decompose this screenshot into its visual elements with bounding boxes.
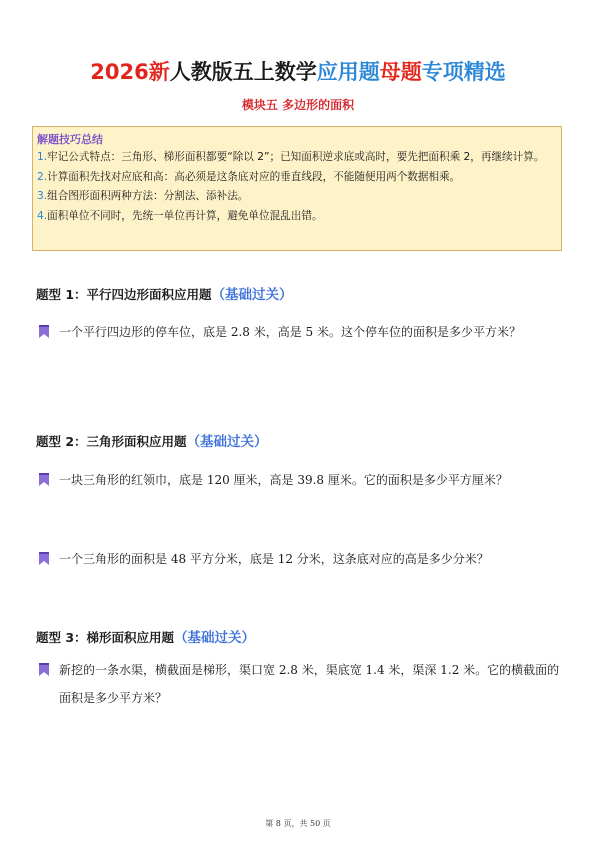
bookmark-icon	[38, 663, 50, 676]
title-topic: 应用题	[316, 60, 380, 84]
page-title	[0, 57, 596, 87]
section-label: 题型 3：梯形面积应用题	[36, 630, 175, 645]
question-text: 一块三角形的红领巾，底是 120 厘米，高是 39.8 厘米。它的面积是多少平方厘米？	[59, 473, 508, 487]
title-select: 专项精选	[421, 60, 506, 84]
bookmark-icon	[38, 325, 50, 338]
section-heading-1	[36, 283, 293, 303]
page-footer: 第 8 页，共 50 页	[265, 819, 331, 828]
tip-item	[37, 168, 555, 188]
bookmark-icon	[38, 473, 50, 486]
tip-number: 4.	[37, 209, 48, 222]
question-text: 一个三角形的面积是 48 平方分米，底是 12 分米，这条底对应的高是多少分米？	[59, 552, 489, 566]
tip-number: 3.	[37, 190, 48, 202]
title-edition: 人教版五上数学	[169, 60, 317, 84]
section-label: 题型 1：平行四边形面积应用题	[36, 287, 212, 302]
question-text: 一个平行四边形的停车位，底是 2.8 米，高是 5 米。这个停车位的面积是多少平方米？	[59, 325, 521, 339]
tip-text: 组合图形面积两种方法：分割法、添补法。	[47, 190, 249, 202]
tip-number: 2.	[37, 170, 48, 183]
section-tag: （基础过关）	[211, 287, 293, 303]
tip-item	[37, 207, 555, 227]
section-heading-2	[36, 430, 268, 450]
question-item	[38, 545, 562, 573]
section-label: 题型 2：三角形面积应用题	[36, 434, 187, 449]
tip-text: 计算面积先找对应底和高：高必须是这条底对应的垂直线段，不能随便用两个数据相乘。	[47, 170, 461, 183]
tips-heading: 解题技巧总结	[37, 133, 103, 146]
section-heading-3	[36, 626, 255, 646]
title-mother: 母题	[379, 60, 422, 84]
tip-item	[37, 148, 555, 168]
tip-item	[37, 187, 555, 207]
question-item	[38, 318, 562, 346]
module-subtitle: 模块五 多边形的面积	[241, 98, 355, 112]
question-item	[38, 656, 562, 712]
question-text: 新挖的一条水渠，横截面是梯形，渠口宽 2.8 米，渠底宽 1.4 米，渠深 1.2 米。它的横截面的面积是多少平方米？	[59, 663, 560, 705]
section-tag: （基础过关）	[174, 630, 256, 646]
section-tag: （基础过关）	[186, 434, 268, 450]
tip-text: 牢记公式特点：三角形、梯形面积都要“除以 2”；已知面积逆求底或高时，要先把面积乘 2，再继续计算。	[47, 151, 545, 163]
bookmark-icon	[38, 552, 50, 565]
title-year: 2026新	[90, 60, 170, 84]
tip-text: 面积单位不同时，先统一单位再计算，避免单位混乱出错。	[47, 209, 323, 222]
tips-box	[32, 126, 562, 251]
tip-number: 1.	[37, 151, 48, 163]
question-item	[38, 466, 562, 494]
